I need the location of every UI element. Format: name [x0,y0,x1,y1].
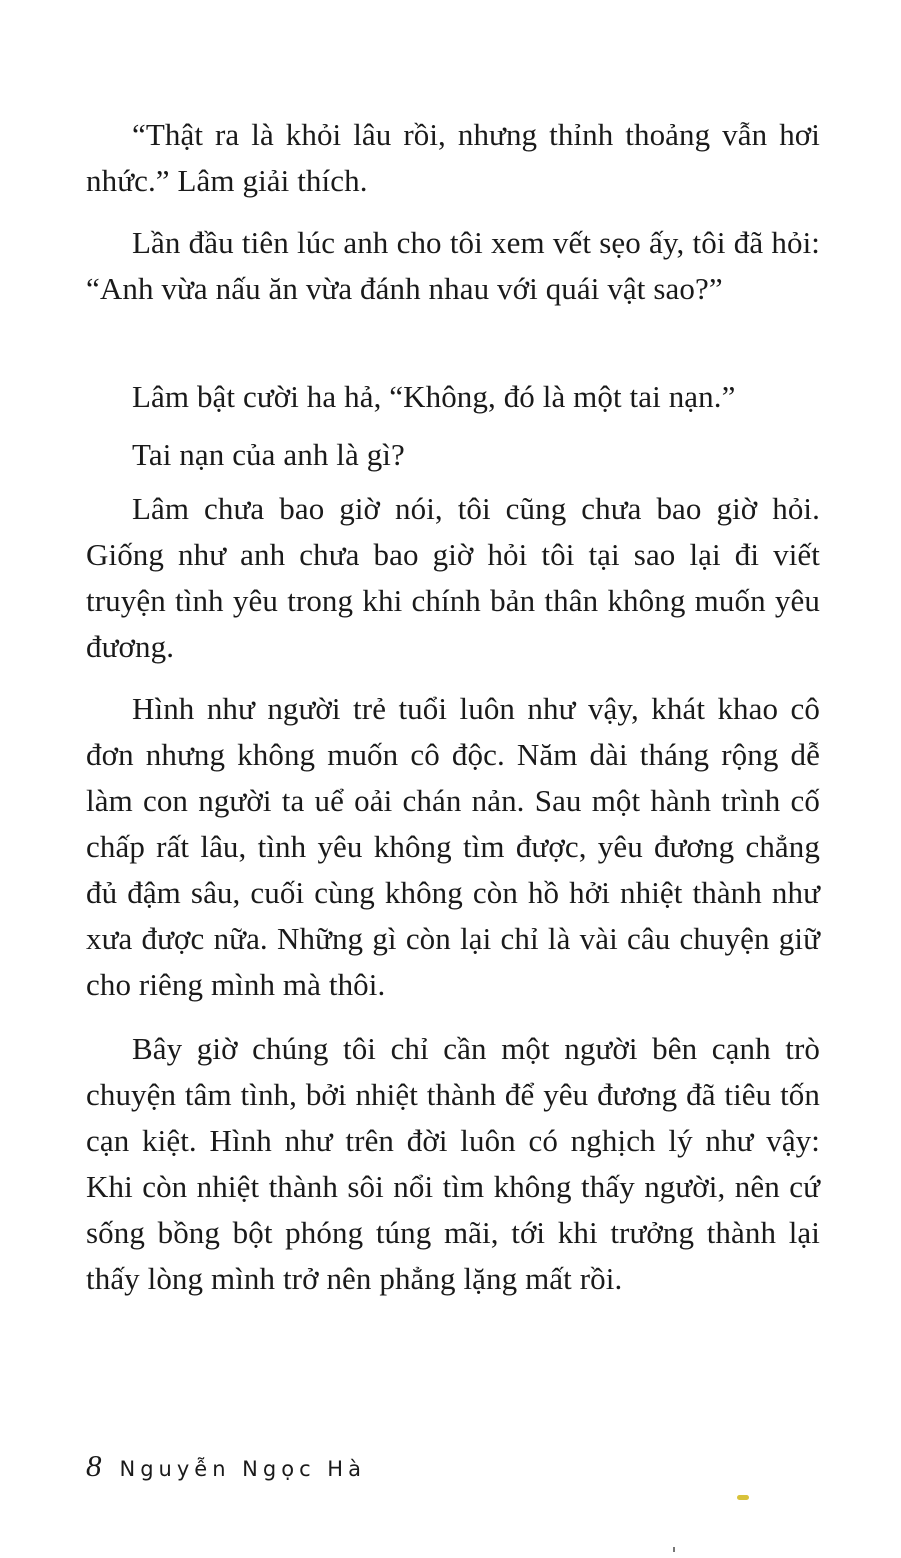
paragraph: “Thật ra là khỏi lâu rồi, nhưng thỉnh thoảng vẫn hơi nhức.” Lâm giải thích. [86,117,820,198]
print-speck [673,1547,675,1552]
paragraph: Lâm bật cười ha hả, “Không, đó là một tai nạn.” [132,379,736,414]
paragraph: Tai nạn của anh là gì? [132,437,405,472]
page-number: 8 [86,1448,102,1483]
print-speck [737,1495,749,1500]
author-name: Nguyễn Ngọc Hà [119,1457,366,1481]
paragraph: Bây giờ chúng tôi chỉ cần một người bên cạnh trò chuyện tâm tình, bởi nhiệt thành để yêu đương đã tiêu tốn cạn kiệt. Hình như trên đời luôn có nghịch lý như vậy: Khi còn nhiệt thành sôi nổi tìm không thấy người, nên cứ sống bồng bột phóng túng mãi, tới khi trưởng thành lại thấy lòng mình trở nên phẳng lặng mất rồi. [86,1031,820,1296]
paragraph: Lâm chưa bao giờ nói, tôi cũng chưa bao giờ hỏi. Giống như anh chưa bao giờ hỏi tôi tại sao lại đi viết truyện tình yêu trong khi chính bản thân không muốn yêu đương. [86,491,820,664]
paragraph: Hình như người trẻ tuổi luôn như vậy, khát khao cô đơn nhưng không muốn cô độc. Năm dài tháng rộng dễ làm con người ta uể oải chán nản. Sau một hành trình cố chấp rất lâu, tình yêu không tìm được, yêu đương chẳng đủ đậm sâu, cuối cùng không còn hồ hởi nhiệt thành như xưa được nữa. Những gì còn lại chỉ là vài câu chuyện giữ cho riêng mình mà thôi. [86,691,820,1002]
page-footer [86,1448,366,1488]
paragraph: Lần đầu tiên lúc anh cho tôi xem vết sẹo ấy, tôi đã hỏi: “Anh vừa nấu ăn vừa đánh nhau với quái vật sao?” [86,225,820,306]
